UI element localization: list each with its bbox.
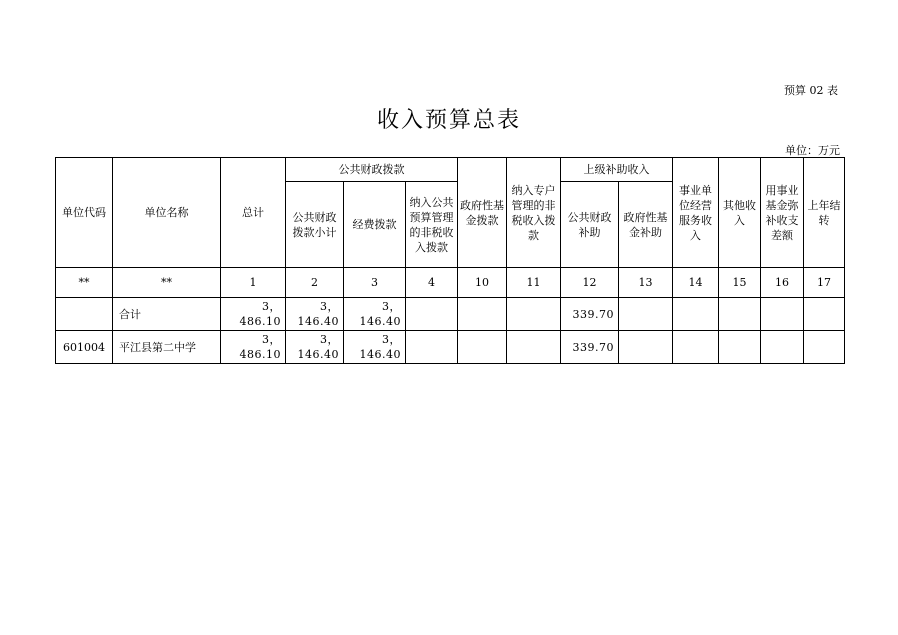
header-nontax-special: 纳入专户管理的非税收入拨款 (507, 158, 561, 268)
cell-superior-public-finance: 339.70 (561, 331, 619, 364)
cell-fund-compensation (761, 298, 804, 331)
index-cell: ** (113, 268, 221, 298)
cell-operating-funds: 3，146.40 (344, 331, 406, 364)
header-superior-public-finance: 公共财政补助 (561, 182, 619, 268)
cell-name: 合计 (113, 298, 221, 331)
table-row (56, 331, 845, 364)
index-cell: 17 (804, 268, 845, 298)
cell-total: 3，486.10 (221, 298, 286, 331)
header-superior-gov-fund: 政府性基金补助 (619, 182, 673, 268)
table-row (56, 298, 845, 331)
header-carry-over: 上年结转 (804, 158, 845, 268)
header-unit-code: 单位代码 (56, 158, 113, 268)
revenue-budget-table (55, 157, 845, 364)
index-cell: 2 (286, 268, 344, 298)
cell-nontax-in-budget (406, 298, 458, 331)
header-superior-subsidy-group: 上级补助收入 (561, 158, 673, 182)
header-business-income: 事业单位经营服务收入 (673, 158, 719, 268)
index-cell: 12 (561, 268, 619, 298)
index-row (56, 268, 845, 298)
index-cell: 1 (221, 268, 286, 298)
cell-nontax-special (507, 331, 561, 364)
index-cell: 4 (406, 268, 458, 298)
index-cell: 14 (673, 268, 719, 298)
cell-public-finance-subtotal: 3，146.40 (286, 298, 344, 331)
header-total: 总计 (221, 158, 286, 268)
cell-business-income (673, 298, 719, 331)
cell-fund-compensation (761, 331, 804, 364)
header-fund-compensation: 用事业基金弥补收支差额 (761, 158, 804, 268)
cell-total: 3，486.10 (221, 331, 286, 364)
cell-nontax-special (507, 298, 561, 331)
form-code: 预算 02 表 (784, 84, 838, 97)
cell-gov-fund (458, 298, 507, 331)
cell-name: 平江县第二中学 (113, 331, 221, 364)
header-other-income: 其他收入 (719, 158, 761, 268)
cell-code (56, 298, 113, 331)
header-public-finance-subtotal: 公共财政拨款小计 (286, 182, 344, 268)
cell-superior-public-finance: 339.70 (561, 298, 619, 331)
header-operating-funds: 经费拨款 (344, 182, 406, 268)
header-public-finance-group: 公共财政拨款 (286, 158, 458, 182)
cell-nontax-in-budget (406, 331, 458, 364)
index-cell: 3 (344, 268, 406, 298)
header-row-1 (56, 158, 845, 182)
index-cell: 13 (619, 268, 673, 298)
cell-code: 601004 (56, 331, 113, 364)
cell-carry-over (804, 331, 845, 364)
cell-other-income (719, 331, 761, 364)
cell-other-income (719, 298, 761, 331)
index-cell: 10 (458, 268, 507, 298)
cell-operating-funds: 3，146.40 (344, 298, 406, 331)
cell-carry-over (804, 298, 845, 331)
header-gov-fund: 政府性基金拨款 (458, 158, 507, 268)
cell-gov-fund (458, 331, 507, 364)
header-nontax-in-budget: 纳入公共预算管理的非税收入拨款 (406, 182, 458, 268)
cell-public-finance-subtotal: 3，146.40 (286, 331, 344, 364)
page-title: 收入预算总表 (376, 108, 521, 133)
index-cell: 11 (507, 268, 561, 298)
index-cell: 15 (719, 268, 761, 298)
index-cell: ** (56, 268, 113, 298)
index-cell: 16 (761, 268, 804, 298)
unit-label: 单位：万元 (785, 144, 840, 157)
header-unit-name: 单位名称 (113, 158, 221, 268)
cell-superior-gov-fund (619, 331, 673, 364)
cell-superior-gov-fund (619, 298, 673, 331)
cell-business-income (673, 331, 719, 364)
